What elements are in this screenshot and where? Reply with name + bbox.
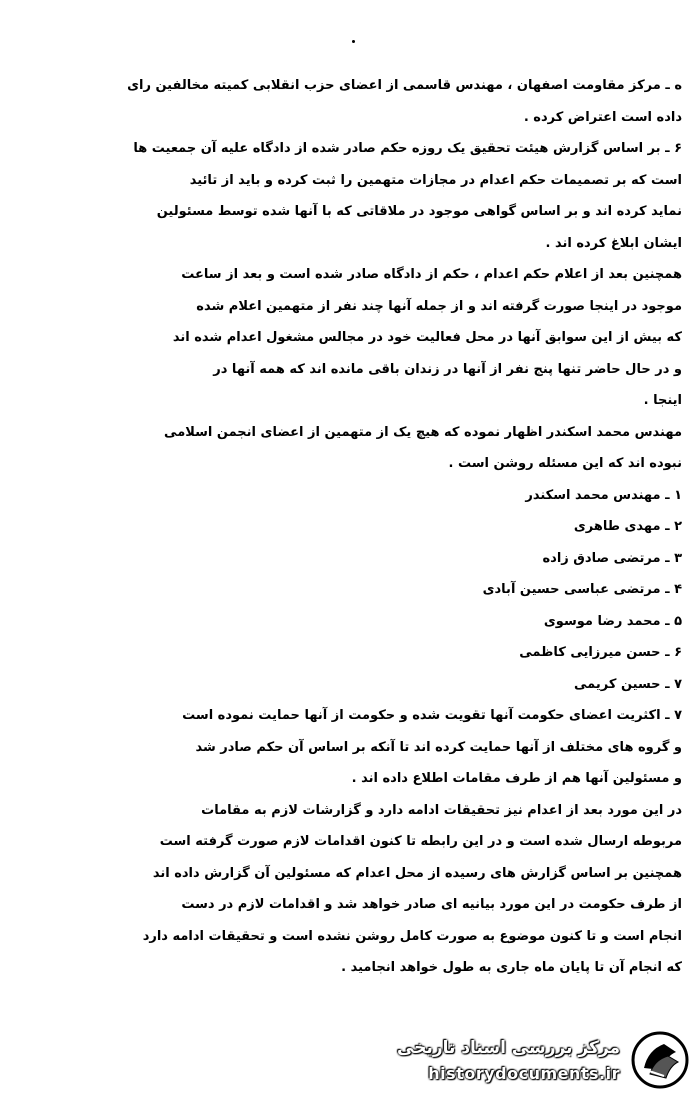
document-line: نبوده اند که این مسئله روشن است . — [448, 456, 682, 471]
document-line: مهندس محمد اسکندر اظهار نموده که هیچ یک از متهمین از اعضای انجمن اسلامی — [164, 424, 682, 440]
document-line: ۶ ـ حسن میرزایی کاظمی — [519, 645, 682, 660]
document-line: داده است اعتراض کرده . — [523, 109, 682, 125]
document-line: که انجام آن تا پایان ماه جاری به طول خواهد انجامید . — [341, 960, 682, 975]
document-line: نماید کرده اند و بر اساس گواهی موجود در ملاقاتی که با آنها شده توسط مسئولین — [156, 204, 682, 219]
ink-speck — [352, 40, 355, 43]
document-line: همچنین بعد از اعلام حکم اعدام ، حکم از دادگاه صادر شده است و بعد از ساعت — [181, 267, 682, 282]
document-line: مربوطه ارسال شده است و در این رابطه تا کنون اقدامات لازم صورت گرفته است — [159, 834, 682, 849]
document-line: ۴ ـ مرتضی عباسی حسین آبادی — [482, 582, 682, 597]
document-line: ۵ ـ محمد رضا موسوی — [543, 613, 682, 629]
document-line: ه ـ مرکز مقاومت اصفهان ، مهندس قاسمی از اعضای حزب انقلابی کمیته مخالفین رای — [127, 78, 682, 93]
document-line: ۷ ـ حسین کریمی — [574, 676, 682, 692]
document-line: ۱ ـ مهندس محمد اسکندر — [525, 487, 682, 503]
document-line: همچنین بر اساس گزارش های رسیده از محل اعدام که مسئولین آن گزارش داده اند — [152, 865, 682, 881]
document-line: ۳ ـ مرتضی صادق زاده — [542, 550, 682, 566]
document-body — [0, 70, 700, 984]
document-line: انجام است و تا کنون موضوع به صورت کامل روشن نشده است و تحقیقات ادامه دارد — [142, 928, 682, 944]
document-line: در این مورد بعد از اعدام نیز تحقیقات ادامه دارد و گزارشات لازم به مقامات — [201, 802, 682, 818]
document-line: ۶ ـ بر اساس گزارش هیئت تحقیق یک روزه حکم صادر شده از دادگاه علیه آن جمعیت ها — [133, 141, 682, 156]
document-line: و گروه های مختلف از آنها حمایت کرده اند تا آنکه بر اساس آن حکم صادر شد — [195, 739, 682, 755]
document-line: ۲ ـ مهدی طاهری — [573, 519, 682, 534]
archive-url: historydocuments.ir — [428, 1064, 620, 1083]
document-line: و در حال حاضر تنها پنج نفر از آنها در زندان باقی مانده اند که همه آنها در — [213, 361, 682, 377]
archive-name: مرکز بررسی اسناد تاریخی — [397, 1038, 620, 1058]
document-line: که بیش از این سوابق آنها در محل فعالیت خود در مجالس مشغول اعدام شده اند — [172, 330, 682, 345]
archive-watermark — [397, 1030, 690, 1090]
document-line: ۷ ـ اکثریت اعضای حکومت آنها تقویت شده و حکومت از آنها حمایت نموده است — [182, 708, 682, 723]
document-line: از طرف حکومت در این مورد بیانیه ای صادر خواهد شد و اقدامات لازم در دست — [181, 897, 682, 912]
document-line: موجود در اینجا صورت گرفته اند و از جمله آنها چند نفر از متهمین اعلام شده — [196, 298, 682, 314]
document-line: است که بر تصمیمات حکم اعدام در مجازات متهمین را ثبت کرده و باید از تائید — [189, 172, 682, 188]
document-line: و مسئولین آنها هم از طرف مقامات اطلاع داده اند . — [351, 771, 682, 786]
document-line: ایشان ابلاغ کرده اند . — [545, 235, 682, 251]
archive-logo-icon — [630, 1030, 690, 1090]
document-line: اینجا . — [643, 393, 682, 408]
